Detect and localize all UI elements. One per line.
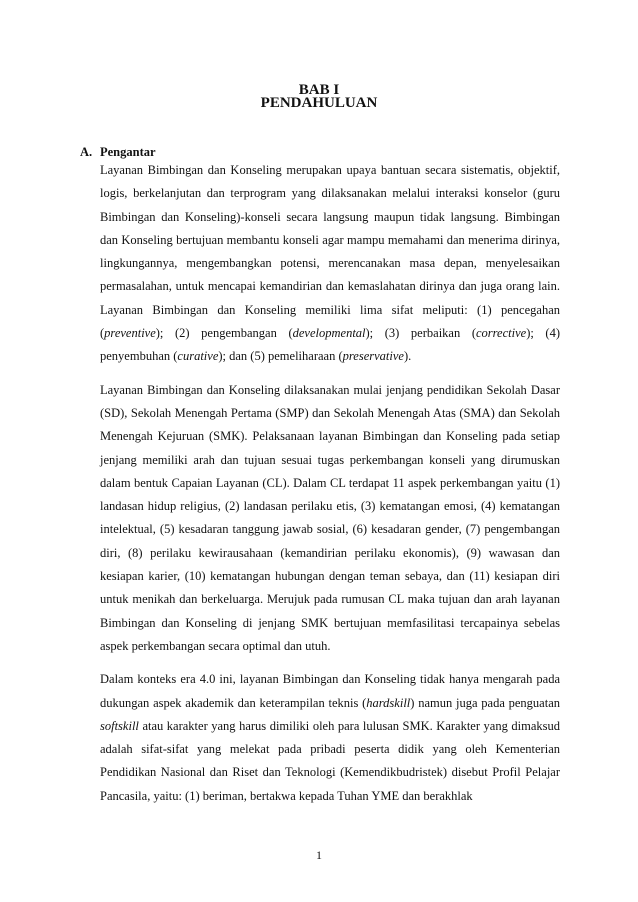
- section-title: Pengantar: [100, 145, 156, 159]
- paragraph: [100, 379, 560, 659]
- italic-term: curative: [177, 349, 219, 364]
- section-letter: A.: [80, 145, 93, 159]
- text-run: Layanan Bimbingan dan Konseling merupakan upaya bantuan secara sistematis, objektif, logis, berkelanjutan dan terprogram yang dilaksanakan melalui interaksi konselor (guru Bimbingan dan Konseling)-konseli secara langsung maupun tidak langsung. Bimbingan dan Konseling bertujuan membantu konseli agar mampu memahami dan menerima dirinya, lingkungannya, mengembangkan potensi, merencanakan masa depan, menyelesaikan permasalahan, untuk mencapai kemandirian dan kemaslahatan dirinya dan juga orang lain. Layanan Bimbingan dan Konseling memiliki lima sifat meliputi: (1) pencegahan (: [100, 163, 560, 341]
- chapter-number: BAB I: [298, 82, 340, 98]
- italic-term: preventive: [104, 326, 156, 341]
- text-run: ) namun juga pada penguatan: [410, 695, 561, 710]
- page-number: 1: [316, 848, 322, 862]
- text-run: Dalam konteks era 4.0 ini, layanan Bimbingan dan Konseling tidak hanya mengarah pada dukungan aspek akademik dan keterampilan teknis (: [100, 672, 560, 710]
- text-run: ); (2) pengembangan (: [155, 326, 293, 341]
- text-run: ); dan (5) pemeliharaan (: [218, 349, 343, 364]
- paragraph: [100, 668, 560, 808]
- italic-term: corrective: [475, 326, 527, 341]
- text-run: atau karakter yang harus dimiliki oleh para lulusan SMK. Karakter yang dimaksud adalah sifat-sifat yang melekat pada pribadi peserta didik yang oleh Kementerian Pendidikan Nasional dan Riset dan Teknologi (Kemendikbudristek) disebut Profil Pelajar Pancasila, yaitu: (1) beriman, bertakwa kepada Tuhan YME dan berakhlak: [100, 718, 560, 803]
- text-run: ); (3) perbaikan (: [365, 326, 476, 341]
- italic-term: developmental: [292, 326, 366, 341]
- text-run: ); (4) penyembuhan (: [100, 326, 561, 364]
- chapter-title: PENDAHULUAN: [260, 95, 378, 111]
- italic-term: softskill: [100, 718, 139, 733]
- section-heading: [80, 144, 156, 160]
- text-run: ).: [403, 349, 412, 364]
- body-text: [100, 159, 560, 808]
- italic-term: hardskill: [366, 695, 411, 710]
- paragraph: [100, 159, 560, 369]
- text-run: Layanan Bimbingan dan Konseling dilaksanakan mulai jenjang pendidikan Sekolah Dasar (SD), Sekolah Menengah Pertama (SMP) dan Sekolah Menengah Atas (SMA) dan Sekolah Menengah Kejuruan (SMK). Pelaksanaan layanan Bimbingan dan Konseling pada setiap jenjang memiliki arah dan tujuan sesuai tugas perkembangan konseli yang dirumuskan dalam bentuk Capaian Layanan (CL). Dalam CL terdapat 11 aspek perkembangan yaitu (1) landasan hidup religius, (2) landasan perilaku etis, (3) kematangan emosi, (4) kematangan intelektual, (5) kesadaran tanggung jawab sosial, (6) kesadaran gender, (7) pengembangan diri, (8) perilaku kewirausahaan (kemandirian perilaku ekonomis), (9) wawasan dan kesiapan karier, (10) kematangan hubungan dengan teman sebaya, dan (11) kesiapan diri untuk menikah dan berkeluarga. Merujuk pada rumusan CL maka tujuan dan arah layanan Bimbingan dan Konseling di jenjang SMK bertujuan memfasilitasi tercapainya sebelas aspek perkembangan secara optimal dan utuh.: [100, 382, 560, 653]
- italic-term: preservative: [342, 349, 404, 364]
